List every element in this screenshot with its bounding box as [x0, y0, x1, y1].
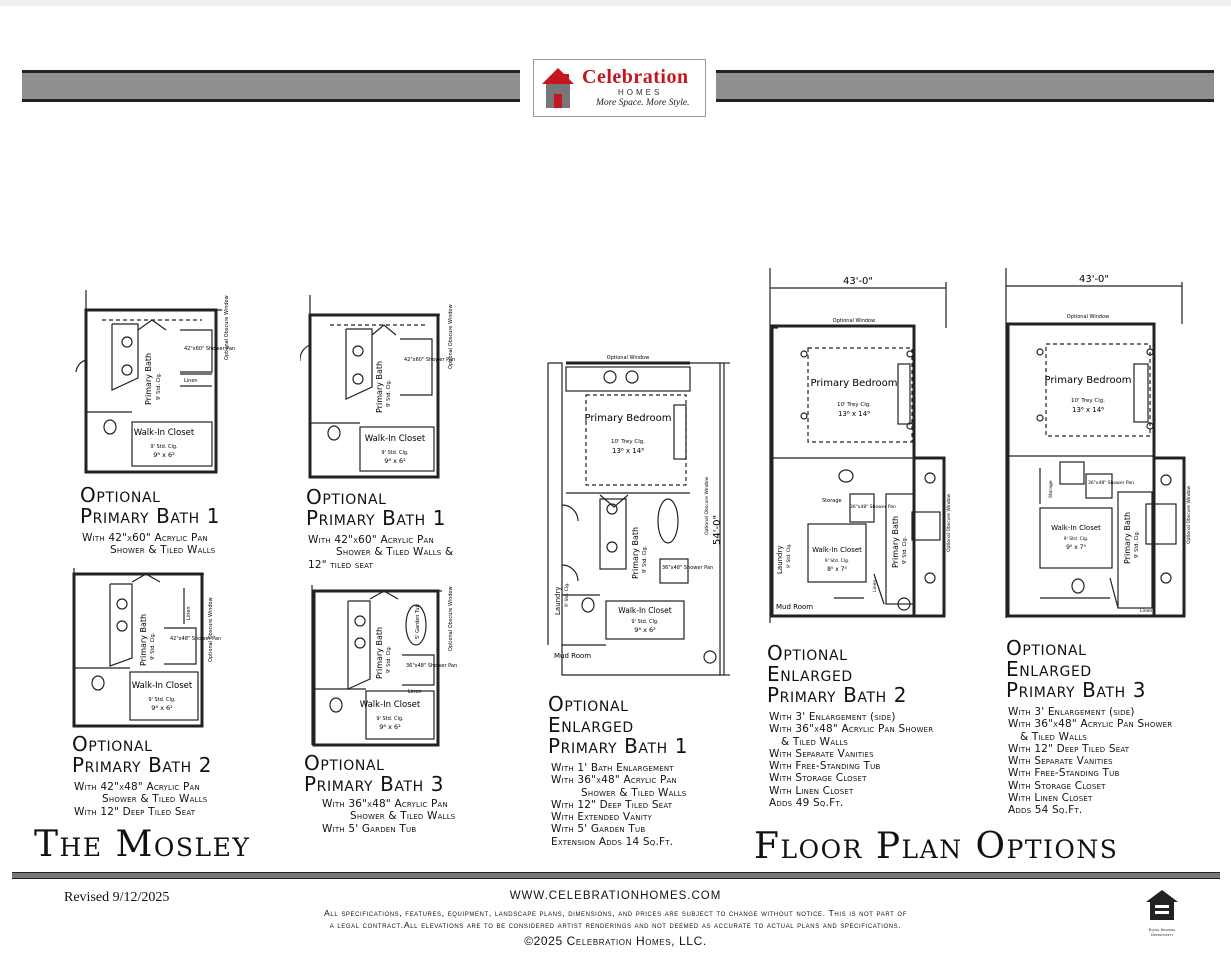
room-label-bedroom-dim: 13⁶ x 14⁶ [837, 410, 871, 418]
room-label-closet-clg: 9' Std. Clg. [1063, 537, 1089, 542]
website-url: WWW.CELEBRATIONHOMES.COM [509, 890, 722, 902]
top-strip [0, 0, 1231, 6]
brand-logo [533, 59, 706, 117]
room-label-tub: 5' Garden Tub [415, 604, 421, 639]
equal-housing-logo [1142, 888, 1182, 937]
room-label-laundry-clg: 9' Std. Clg. [565, 582, 570, 607]
room-label-bath-clg: 9' Std. Clg. [902, 536, 908, 564]
room-label-window: Optional Window [1066, 314, 1110, 320]
room-label-bedroom-clg: 10' Trey Clg. [611, 439, 645, 445]
room-label-shower: 36"x48" Shower Pan [850, 505, 896, 510]
room-label-mud: Mud Room [554, 652, 592, 660]
room-label-bedroom: Primary Bedroom [1044, 375, 1132, 386]
room-label-window: Optional Obscure Window [448, 304, 454, 369]
room-label-bath-clg: 9' Std. Clg. [386, 645, 392, 673]
room-label-obscure: Optional Obscure Window [705, 476, 710, 535]
room-label-bath: Primary Bath [1123, 511, 1132, 564]
room-label-shower: 42"x48" Shower Pan [170, 636, 222, 642]
brand-name: Celebration [582, 66, 689, 88]
header-band-right [716, 70, 1214, 102]
plan-drawing-optional-bath-2 [64, 568, 234, 733]
room-label-bedroom-clg: 10' Trey Clg. [837, 402, 871, 408]
room-label-bedroom-dim: 13⁶ x 14⁶ [1071, 406, 1105, 414]
room-label-closet-clg: 9' Std. Clg. [150, 444, 178, 450]
room-label-closet-dim: 9⁸ x 6² [384, 457, 406, 465]
room-label-closet-dim: 9⁸ x 6² [634, 626, 656, 634]
room-label-closet: Walk-In Closet [364, 434, 426, 444]
room-label-closet-clg: 9' Std. Clg. [631, 619, 659, 625]
room-label-bedroom: Primary Bedroom [810, 378, 898, 389]
room-label-bath-clg: 9' Std. Clg. [386, 379, 392, 407]
room-label-closet-clg: 9' Std. Clg. [381, 450, 409, 456]
room-label-bedroom: Primary Bedroom [584, 413, 672, 424]
plan-title-optional-bath-1b: Optional Primary Bath 1 [306, 485, 447, 530]
room-label-linen: Linen [408, 689, 422, 695]
room-label-closet: Walk-In Closet [131, 681, 193, 691]
room-label-bedroom-clg: 10' Trey Clg. [1071, 398, 1105, 404]
page-heading: Floor Plan Options [754, 826, 1119, 867]
plan-title-optional-bath-2: Optional Primary Bath 2 [72, 732, 213, 777]
room-label-bath: Primary Bath [375, 626, 384, 679]
room-label-closet-clg: 9' Std. Clg. [148, 697, 176, 703]
header-band-left [22, 70, 520, 102]
plan-features-enlarged-bath-1: With 1' Bath Enlargement With 36"x48" Acrylic Pan Shower & Tiled Walls With 12" Deep Tiled Seat With Extended Vanity With 5' Garden Tub Extension Adds 14 Sq.Ft. [551, 762, 687, 848]
room-label-closet-dim: 9⁸ x 6² [151, 704, 173, 712]
plan-features-optional-bath-2: With 42"x48" Acrylic Pan Shower & Tiled Walls With 12" Deep Tiled Seat [74, 781, 208, 818]
room-label-linen: Linen [184, 378, 198, 384]
room-label-closet: Walk-In Closet [359, 700, 421, 710]
room-label-bath-clg: 9' Std. Clg. [642, 545, 648, 573]
plan-features-optional-bath-1b: With 42"x60" Acrylic Pan Shower & Tiled Walls & 12" tiled seat [308, 534, 454, 571]
room-label-bath: Primary Bath [375, 360, 384, 413]
copyright: ©2025 Celebration Homes, LLC. [524, 934, 707, 948]
room-label-width: 43'-0" [1078, 274, 1110, 285]
room-label-storage: Storage [822, 498, 842, 504]
room-label-storage: Storage [1049, 480, 1054, 498]
room-label-shower: 36"x48" Shower Pan [406, 663, 458, 669]
room-label-linen: Linen [873, 579, 878, 592]
plan-drawing-optional-bath-1b [300, 295, 470, 485]
room-label-bath: Primary Bath [631, 526, 640, 579]
room-label-shower: 42"x60" Shower Pan [404, 357, 456, 363]
room-label-laundry: Laundry [554, 586, 562, 615]
room-label-bath: Primary Bath [139, 613, 148, 666]
room-label-window: Optional Window [606, 355, 650, 361]
disclaimer-line-1: All specifications, features, equipment, landscape plans, dimensions, and prices are subject to change without notice. This is not part of [324, 908, 907, 918]
brand-sub: HOMES [618, 88, 663, 97]
room-label-shower: 36"x48" Shower Pan [662, 565, 714, 571]
room-label-closet-dim: 8⁰ x 7⁰ [827, 566, 847, 573]
room-label-width: 43'-0" [842, 276, 874, 287]
equal-housing-text: Equal Housing Opportunity [1148, 927, 1176, 937]
room-label-bath: Primary Bath [144, 352, 153, 405]
footer-divider [12, 872, 1220, 879]
plan-title-enlarged-bath-2: Optional Enlarged Primary Bath 2 [767, 641, 908, 707]
model-name: The Mosley [34, 824, 251, 865]
plan-drawing-enlarged-bath-2 [764, 268, 964, 628]
room-label-laundry-clg: 9' Std. Clg. [787, 543, 792, 568]
plan-features-enlarged-bath-2: With 3' Enlargement (side) With 36"x48" Acrylic Pan Shower & Tiled Walls With Separate Vanities With Free-Standing Tub With Storage Closet With Linen Closet Adds 49 Sq.Ft. [769, 711, 934, 810]
plan-drawing-enlarged-bath-3 [1000, 268, 1200, 624]
room-label-linen: Linen [186, 606, 192, 620]
room-label-window: Optional Obscure Window [208, 597, 214, 662]
room-label-bath: Primary Bath [891, 515, 900, 568]
disclaimer-line-2: a legal contract.All elevations are to be considered artist renderings and not deemed as accurate to actual plans and specifications. [329, 920, 902, 930]
room-label-overall-dim: 54'-0" [712, 514, 723, 545]
room-label-bedroom-dim: 13⁶ x 14⁶ [611, 447, 645, 455]
house-logo-icon [540, 66, 576, 110]
equal-housing-icon [1142, 888, 1182, 922]
room-label-closet: Walk-In Closet [1051, 524, 1101, 532]
room-label-shower: 42"x60" Shower Pan [184, 346, 236, 352]
room-label-closet: Walk-In Closet [133, 428, 195, 438]
plan-drawing-optional-bath-1a [72, 290, 242, 480]
plan-title-optional-bath-1a: Optional Primary Bath 1 [80, 483, 221, 528]
room-label-shower: 36"x48" Shower Pan [1088, 481, 1134, 486]
room-label-obscure: Optional Obscure Window [1187, 485, 1192, 544]
room-label-closet-dim: 9⁰ x 7⁰ [1066, 544, 1086, 551]
room-label-bath-clg: 9' Std. Clg. [1134, 530, 1140, 558]
plan-features-optional-bath-3: With 36"x48" Acrylic Pan Shower & Tiled Walls With 5' Garden Tub [322, 798, 456, 835]
room-label-obscure: Optional Obscure Window [947, 493, 952, 552]
room-label-closet-dim: 9⁸ x 6² [153, 451, 175, 459]
brand-tagline: More Space. More Style. [596, 98, 690, 108]
room-label-laundry: Laundry [776, 545, 784, 574]
room-label-bath-clg: 9' Std. Clg. [150, 632, 156, 660]
room-label-closet: Walk-In Closet [812, 546, 862, 554]
plan-features-enlarged-bath-3: With 3' Enlargement (side) With 36"x48" Acrylic Pan Shower & Tiled Walls With 12" Deep Tiled Seat With Separate Vanities With Free-Standing Tub With Storage Closet With Linen Closet Adds 54 Sq.Ft. [1008, 706, 1173, 817]
room-label-window: Optional Obscure Window [224, 295, 230, 360]
room-label-mud: Mud Room [776, 603, 814, 611]
room-label-closet-clg: 9' Std. Clg. [824, 559, 850, 564]
plan-title-enlarged-bath-1: Optional Enlarged Primary Bath 1 [548, 692, 689, 758]
plan-features-optional-bath-1a: With 42"x60" Acrylic Pan Shower & Tiled Walls [82, 532, 216, 557]
room-label-closet-dim: 9⁸ x 6² [379, 723, 401, 731]
room-label-bath-clg: 9' Std. Clg. [156, 372, 162, 400]
room-label-closet-clg: 9' Std. Clg. [376, 716, 404, 722]
plan-title-optional-bath-3: Optional Primary Bath 3 [304, 751, 445, 796]
room-label-closet: Walk-In Closet [618, 606, 672, 615]
plan-title-enlarged-bath-3: Optional Enlarged Primary Bath 3 [1006, 636, 1147, 702]
room-label-window: Optional Window [832, 318, 876, 324]
revised-date: Revised 9/12/2025 [64, 890, 170, 905]
room-label-linen: Linen [1140, 609, 1153, 614]
plan-drawing-optional-bath-3 [302, 585, 472, 750]
room-label-window: Optional Obscure Window [448, 586, 454, 651]
plan-drawing-enlarged-bath-1 [540, 345, 740, 685]
